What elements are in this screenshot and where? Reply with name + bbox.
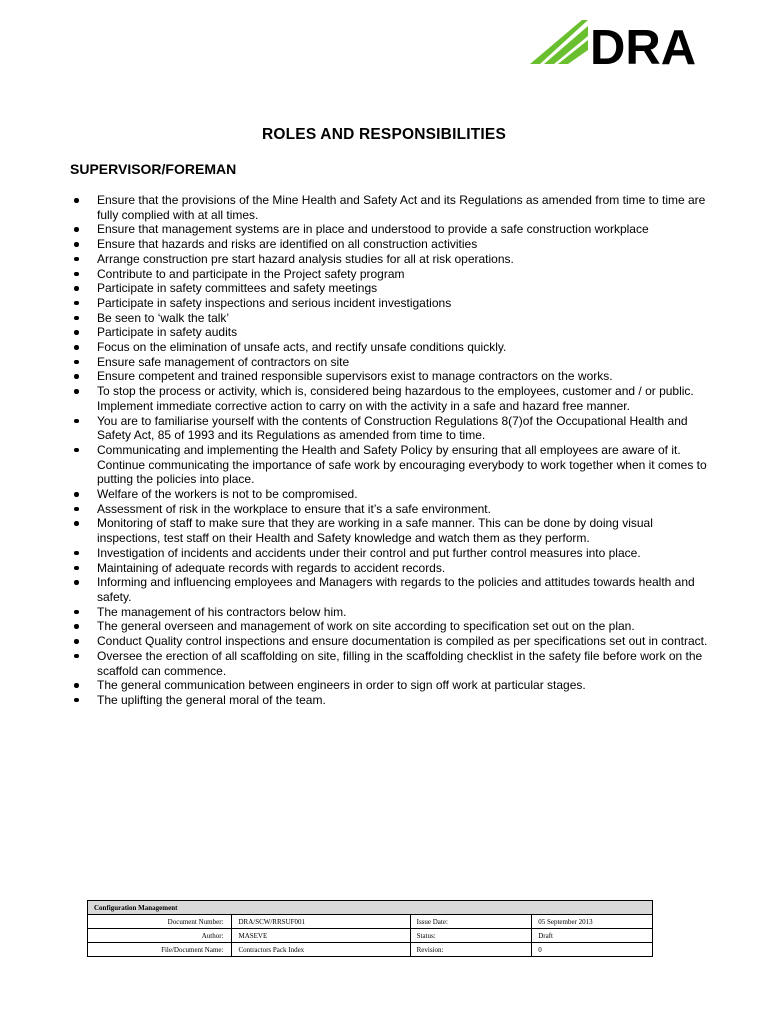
list-item: The general communication between engineers in order to sign off work at particular stages.	[73, 678, 718, 693]
cell-label: Issue Date:	[410, 915, 532, 929]
list-item: To stop the process or activity, which is, considered being hazardous to the employees, customer and / or public. Implement immediate corrective action to carry on with the activity in a safe and hazard free manner.	[73, 384, 718, 413]
cell-label: Author:	[88, 929, 232, 943]
list-item: Assessment of risk in the workplace to ensure that it’s a safe environment.	[73, 502, 718, 517]
list-item: Contribute to and participate in the Project safety program	[73, 267, 718, 282]
cell-label: Status:	[410, 929, 532, 943]
list-item: Communicating and implementing the Health and Safety Policy by ensuring that all employees are aware of it. Continue communicating the importance of safe work by encouraging everybody to work together when it comes to putting the policies into place.	[73, 443, 718, 487]
list-item: Participate in safety committees and safety meetings	[73, 281, 718, 296]
dra-logo	[530, 20, 710, 66]
table-header: Configuration Management	[88, 901, 653, 915]
cell-value: MASEVE	[232, 929, 410, 943]
page-title: ROLES AND RESPONSIBILITIES	[261, 126, 507, 143]
list-item: Monitoring of staff to make sure that they are working in a safe manner. This can be done by doing visual inspections, test staff on their Health and Safety knowledge and watch them as they perform.	[73, 516, 718, 545]
cell-label: Revision:	[410, 943, 532, 957]
list-item: Ensure that the provisions of the Mine Health and Safety Act and its Regulations as amended from time to time are fully complied with at all times.	[73, 193, 718, 222]
dra-logo-mark	[530, 20, 710, 66]
list-item: You are to familiarise yourself with the contents of Construction Regulations 8(7)of the Occupational Health and Safety Act, 85 of 1993 and its Regulations as amended from time to time.	[73, 414, 718, 443]
list-item: Focus on the elimination of unsafe acts, and rectify unsafe conditions quickly.	[73, 340, 718, 355]
list-item: Oversee the erection of all scaffolding on site, filling in the scaffolding checklist in the safety file before work on the scaffold can commence.	[73, 649, 718, 678]
list-item: Informing and influencing employees and Managers with regards to the policies and attitudes towards health and safety.	[73, 575, 718, 604]
responsibilities-list	[73, 193, 718, 708]
list-item: Conduct Quality control inspections and ensure documentation is compiled as per specifications set out in contract.	[73, 634, 718, 649]
cell-value: 05 September 2013	[532, 915, 653, 929]
list-item: The general overseen and management of work on site according to specification set out on the plan.	[73, 619, 718, 634]
list-item: Welfare of the workers is not to be compromised.	[73, 487, 718, 502]
list-item: Ensure that hazards and risks are identified on all construction activities	[73, 237, 718, 252]
section-title: SUPERVISOR/FOREMAN	[70, 161, 237, 177]
table-row	[88, 929, 653, 943]
list-item: The management of his contractors below him.	[73, 605, 718, 620]
table-row	[88, 915, 653, 929]
list-item: Ensure competent and trained responsible supervisors exist to manage contractors on the works.	[73, 369, 718, 384]
list-item: Ensure safe management of contractors on site	[73, 355, 718, 370]
list-item: Be seen to ‘walk the talk’	[73, 311, 718, 326]
table-header-row	[88, 901, 653, 915]
list-item: Maintaining of adequate records with regards to accident records.	[73, 561, 718, 576]
list-item: Participate in safety audits	[73, 325, 718, 340]
cell-value: Contractors Pack Index	[232, 943, 410, 957]
logo-wordmark: DRA	[590, 21, 697, 66]
cell-value: DRA/SCW/RRSUF001	[232, 915, 410, 929]
list-item: Investigation of incidents and accidents under their control and put further control measures into place.	[73, 546, 718, 561]
table-row	[88, 943, 653, 957]
cell-value: Draft	[532, 929, 653, 943]
cell-label: Document Number:	[88, 915, 232, 929]
cell-value: 0	[532, 943, 653, 957]
list-item: Arrange construction pre start hazard analysis studies for all at risk operations.	[73, 252, 718, 267]
list-item: Participate in safety inspections and serious incident investigations	[73, 296, 718, 311]
cell-label: File/Document Name:	[88, 943, 232, 957]
list-item: The uplifting the general moral of the team.	[73, 693, 718, 708]
configuration-management-table	[87, 900, 653, 957]
list-item: Ensure that management systems are in place and understood to provide a safe construction workplace	[73, 222, 718, 237]
